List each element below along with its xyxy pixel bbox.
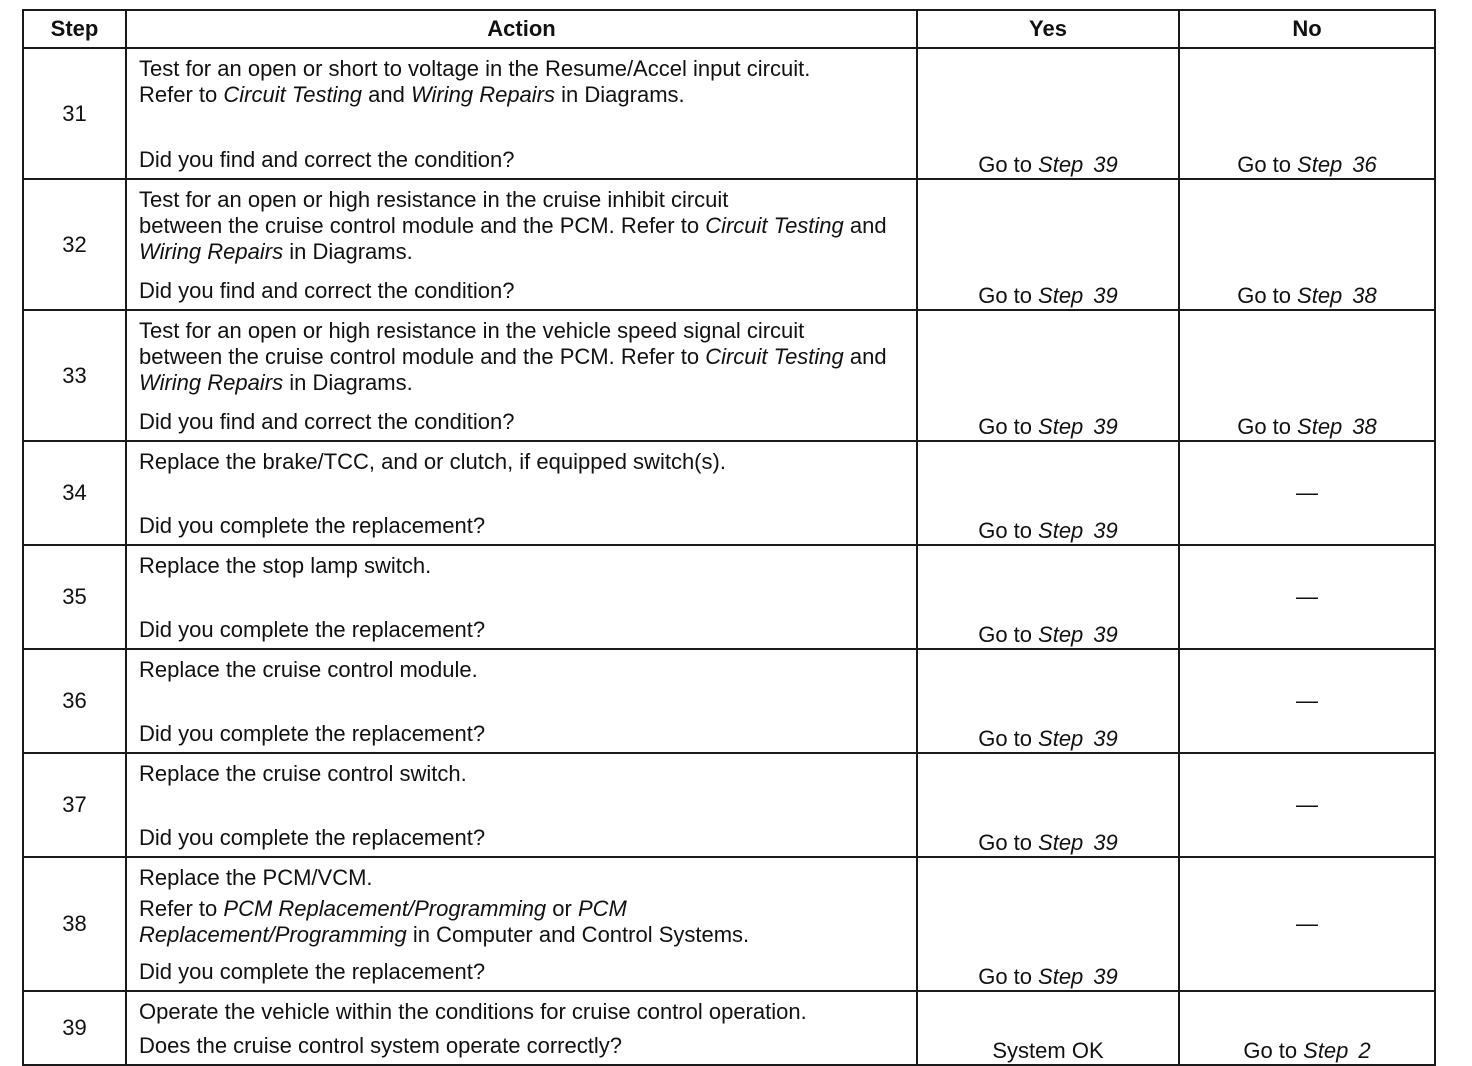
action-cell: [126, 753, 917, 857]
step-number: 34: [23, 441, 126, 545]
action-question: Did you find and correct the condition?: [139, 409, 515, 434]
table-row: [23, 545, 1435, 649]
step-number: 39: [23, 991, 126, 1065]
step-number: 31: [23, 48, 126, 179]
step-number: 35: [23, 545, 126, 649]
action-text: Test for an open or short to voltage in the Resume/Accel input circuit.: [139, 56, 811, 81]
no-result: Go to Step 38: [1179, 179, 1435, 310]
action-cell: [126, 991, 917, 1065]
no-result: Go to Step 2: [1179, 991, 1435, 1065]
step-number: 37: [23, 753, 126, 857]
action-question: Does the cruise control system operate correctly?: [139, 1033, 622, 1058]
no-result-dash: —: [1179, 753, 1435, 857]
header-yes: Yes: [917, 10, 1179, 48]
table-row: [23, 991, 1435, 1065]
no-result-dash: —: [1179, 857, 1435, 991]
no-result-dash: —: [1179, 649, 1435, 753]
action-text: Operate the vehicle within the conditions for cruise control operation.: [139, 999, 807, 1024]
action-cell: [126, 649, 917, 753]
action-text: Replace the PCM/VCM.: [139, 865, 373, 890]
table-row: [23, 649, 1435, 753]
step-number: 33: [23, 310, 126, 441]
yes-result: Go to Step 39: [917, 753, 1179, 857]
action-text: Replace the stop lamp switch.: [139, 553, 432, 578]
step-number: 38: [23, 857, 126, 991]
action-question: Did you complete the replacement?: [139, 959, 486, 984]
yes-result: Go to Step 39: [917, 545, 1179, 649]
action-question: Did you complete the replacement?: [139, 617, 486, 642]
step-number: 32: [23, 179, 126, 310]
action-text: Test for an open or high resistance in the cruise inhibit circuit: [139, 187, 729, 212]
header-row: [23, 10, 1435, 48]
action-reference: Refer to PCM Replacement/Programming or PCM: [139, 896, 627, 921]
action-question: Did you complete the replacement?: [139, 513, 486, 538]
table-row: [23, 857, 1435, 991]
no-result-dash: —: [1179, 545, 1435, 649]
table-row: [23, 48, 1435, 179]
yes-result: Go to Step 39: [917, 48, 1179, 179]
action-reference: Replacement/Programming in Computer and Control Systems.: [139, 922, 750, 947]
action-text: Replace the brake/TCC, and or clutch, if equipped switch(s).: [139, 449, 726, 474]
action-question: Did you complete the replacement?: [139, 825, 486, 850]
header-no: No: [1179, 10, 1435, 48]
action-cell: [126, 48, 917, 179]
header-step: Step: [23, 10, 126, 48]
action-reference: Refer to Circuit Testing and Wiring Repairs in Diagrams.: [139, 82, 685, 107]
table-row: [23, 753, 1435, 857]
no-result: Go to Step 38: [1179, 310, 1435, 441]
yes-result: System OK: [917, 991, 1179, 1065]
no-result-dash: —: [1179, 441, 1435, 545]
action-text: Replace the cruise control module.: [139, 657, 478, 682]
action-question: Did you find and correct the condition?: [139, 147, 515, 172]
no-result: Go to Step 36: [1179, 48, 1435, 179]
action-question: Did you complete the replacement?: [139, 721, 486, 746]
action-cell: [126, 545, 917, 649]
yes-result: Go to Step 39: [917, 441, 1179, 545]
action-cell: [126, 857, 917, 991]
action-cell: [126, 441, 917, 545]
table-row: [23, 310, 1435, 441]
yes-result: Go to Step 39: [917, 857, 1179, 991]
action-cell: [126, 310, 917, 441]
table-row: [23, 179, 1435, 310]
action-text: Test for an open or high resistance in the vehicle speed signal circuit: [139, 318, 805, 343]
action-cell: [126, 179, 917, 310]
step-number: 36: [23, 649, 126, 753]
action-text: between the cruise control module and the PCM. Refer to Circuit Testing and Wiring Repairs in Diagrams.: [139, 344, 887, 395]
diagnostic-table: [22, 9, 1436, 1066]
yes-result: Go to Step 39: [917, 649, 1179, 753]
yes-result: Go to Step 39: [917, 179, 1179, 310]
action-text: Replace the cruise control switch.: [139, 761, 467, 786]
action-text: between the cruise control module and the PCM. Refer to Circuit Testing and Wiring Repairs in Diagrams.: [139, 213, 887, 264]
yes-result: Go to Step 39: [917, 310, 1179, 441]
header-action: Action: [126, 10, 917, 48]
action-question: Did you find and correct the condition?: [139, 278, 515, 303]
table-row: [23, 441, 1435, 545]
